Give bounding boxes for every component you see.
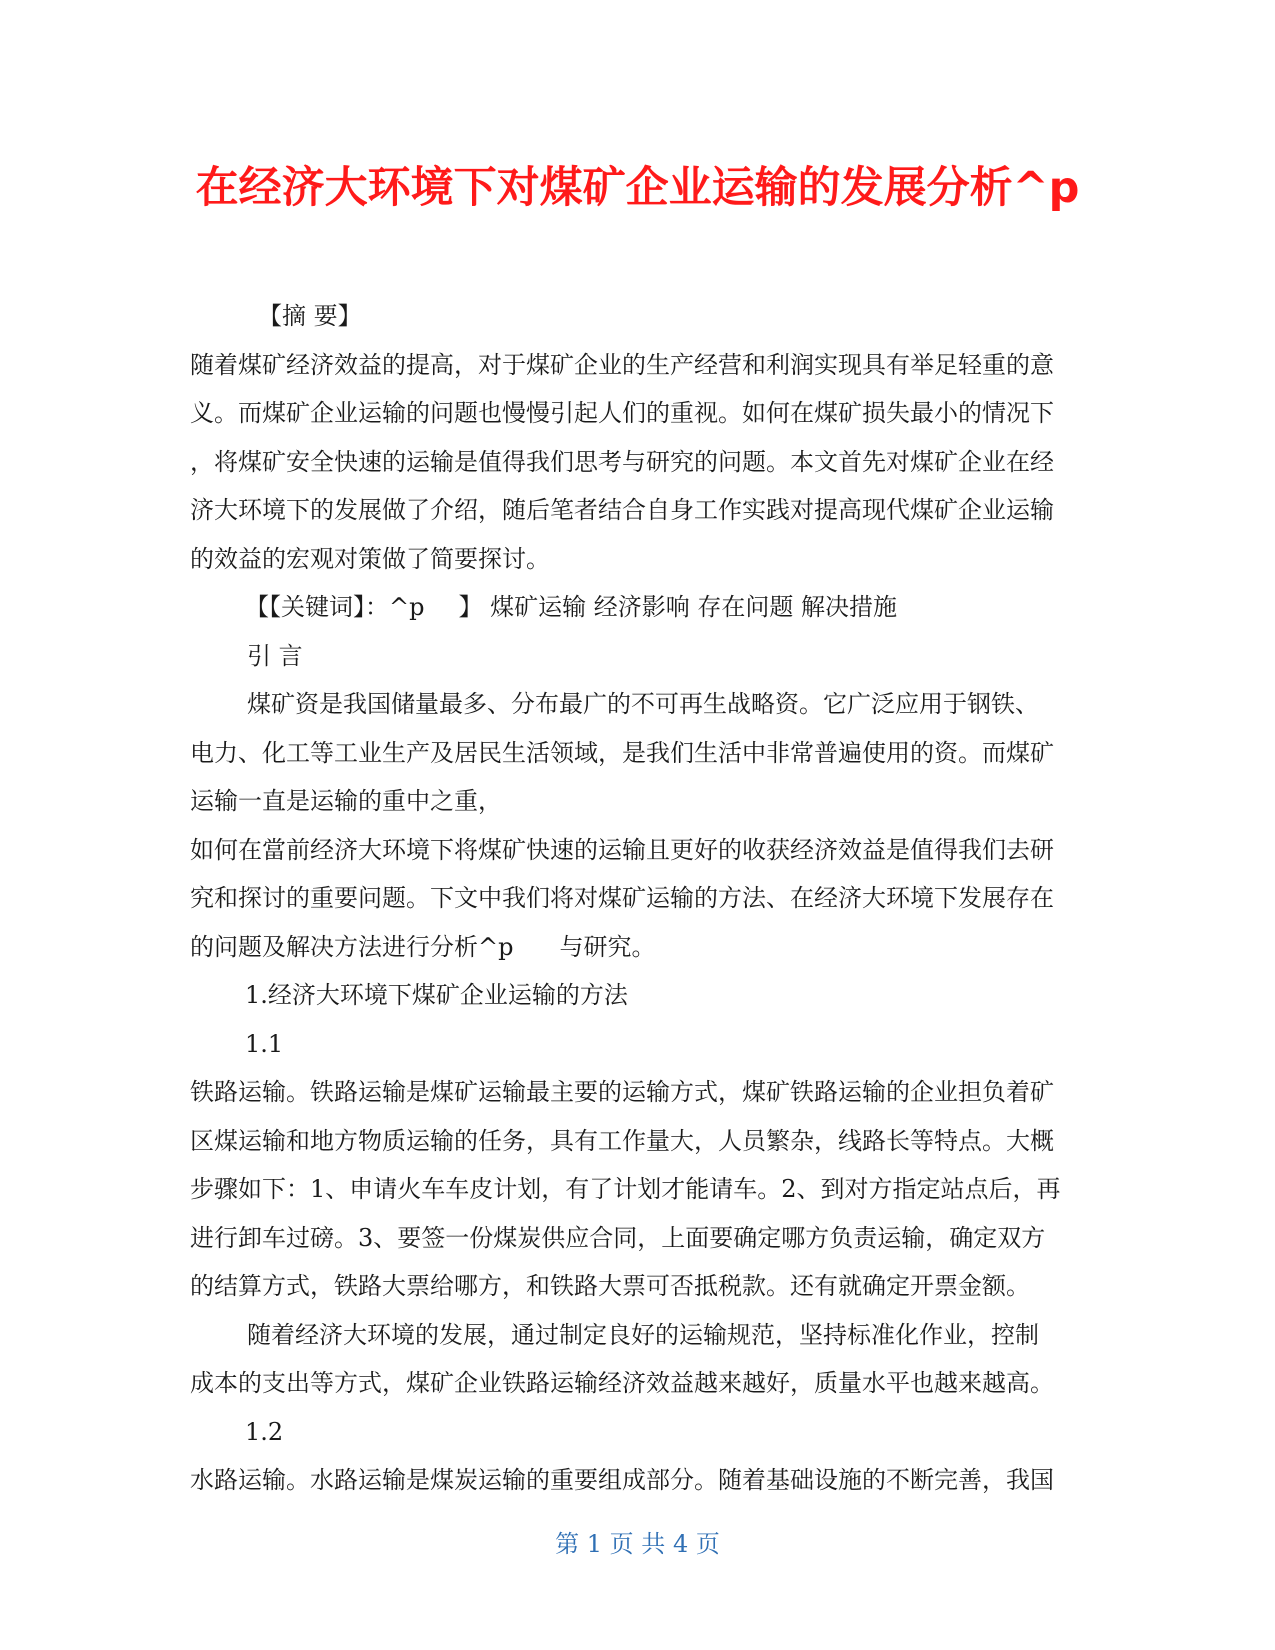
section-line: 步骤如下：1、申请火车车皮计划，有了计划才能请车。2、到对方指定站点后，再 [190,1175,1061,1203]
keywords-list: 煤矿运输 经济影响 存在问题 解决措施 [490,593,898,621]
keywords-close: 】 [458,593,483,621]
section-1-1-paragraph-2 [190,1311,1095,1408]
intro-line: 究和探讨的重要问题。下文中我们将对煤矿运输的方法、在经济大环境下发展存在 [190,884,1054,912]
section-line: 区煤运输和地方物质运输的任务，具有工作量大，人员繁杂，线路长等特点。大概 [190,1126,1054,1155]
intro-line: 煤矿资是我国储量最多、分布最广的不可再生战略资。它广泛应用于钢铁、 [247,690,1039,718]
abstract-line: ，将煤矿安全快速的运输是值得我们思考与研究的问题。本文首先对煤矿企业在经 [190,447,1054,476]
section-line: 铁路运输。铁路运输是煤矿运输最主要的运输方式，煤矿铁路运输的企业担负着矿 [190,1078,1054,1106]
keywords-label: 【【关键词】：^p [245,593,425,621]
page-number: 第 1 页 共 4 页 [555,1530,720,1558]
abstract-paragraph [190,341,1095,584]
intro-line-part: 与研究。 [559,932,656,961]
section-line: 的结算方式，铁路大票给哪方，和铁路大票可否抵税款。还有就确定开票金额。 [190,1272,1030,1300]
section-1-1-paragraph [190,1068,1095,1311]
section-1-heading: 1.经济大环境下煤矿企业运输的方法 [245,981,628,1009]
section-line: 随着经济大环境的发展，通过制定良好的运输规范，坚持标准化作业，控制 [247,1320,1039,1349]
section-1-1-number: 1.1 [245,1029,284,1058]
section-line: 进行卸车过磅。3、要签一份煤炭供应合同，上面要确定哪方负责运输，确定双方 [190,1223,1046,1252]
section-line: 成本的支出等方式，煤矿企业铁路运输经济效益越来越好，质量水平也越来越高。 [190,1369,1054,1397]
document-title: 在经济大环境下对煤矿企业运输的发展分析^p [195,163,1080,213]
intro-heading: 引 言 [247,641,303,670]
section-1-2-paragraph [190,1456,1095,1505]
section-1-2-number: 1.2 [245,1417,284,1446]
intro-paragraph-2 [190,826,1095,972]
intro-line: 运输一直是运输的重中之重， [190,787,502,815]
keywords-line [190,583,1095,632]
page-footer [0,1526,1275,1562]
abstract-line: 义。而煤矿企业运输的问题也慢慢引起人们的重视。如何在煤矿损失最小的情况下 [190,399,1054,427]
abstract-line: 的效益的宏观对策做了简要探讨。 [190,544,550,573]
intro-line: 如何在當前经济大环境下将煤矿快速的运输且更好的收获经济效益是值得我们去研 [190,835,1054,864]
intro-paragraph-1 [190,680,1095,826]
abstract-line: 济大环境下的发展做了介绍，随后笔者结合自身工作实践对提高现代煤矿企业运输 [190,496,1054,524]
intro-line: 电力、化工等工业生产及居民生活领域，是我们生活中非常普遍使用的资。而煤矿 [190,738,1054,767]
intro-line [190,923,1095,972]
abstract-line: 随着煤矿经济效益的提高，对于煤矿企业的生产经营和利润实现具有举足轻重的意 [190,350,1054,379]
section-line: 水路运输。水路运输是煤炭运输的重要组成部分。随着基础设施的不断完善，我国 [190,1466,1054,1494]
intro-line-part: 的问题及解决方法进行分析^p [190,932,514,961]
document-body [190,292,1095,1505]
abstract-heading: 【摘 要】 [258,302,362,330]
